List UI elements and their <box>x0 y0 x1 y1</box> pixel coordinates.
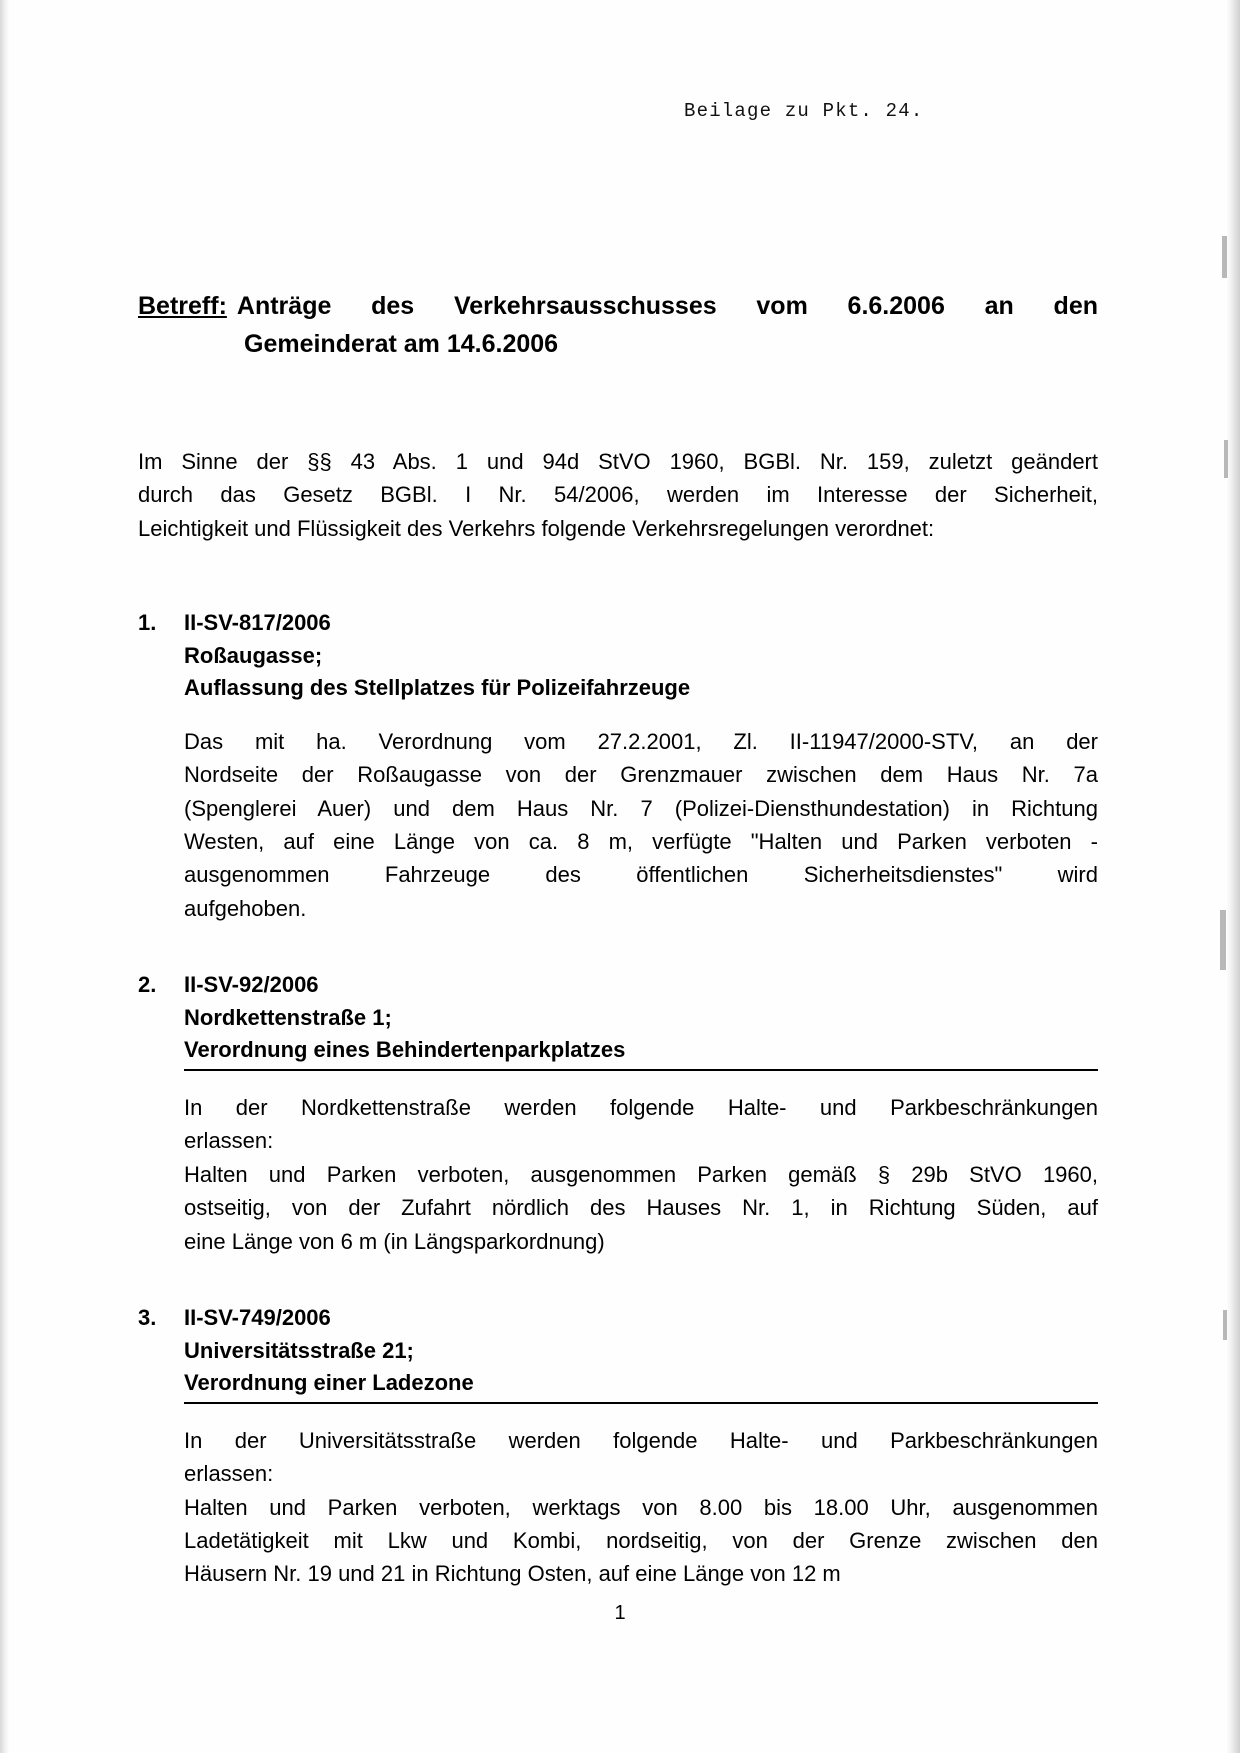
intro-paragraph <box>138 445 1098 545</box>
list-item <box>138 969 1098 1258</box>
item-action: Verordnung eines Behindertenparkplatzes <box>184 1034 1098 1071</box>
list-item <box>138 607 1098 925</box>
item-body-line: erlassen: <box>184 1461 274 1487</box>
item-body-line: Nordseite der Roßaugasse von der Grenzmauer zwischen dem Haus Nr. 7a <box>184 762 1098 788</box>
item-body-line: aufgehoben. <box>184 895 307 921</box>
item-body-line: erlassen: <box>184 1128 274 1154</box>
item-heading <box>138 1302 1098 1404</box>
item-body-line: Häusern Nr. 19 und 21 in Richtung Osten, auf eine Länge von 12 m <box>184 1561 841 1587</box>
item-heading <box>138 607 1098 705</box>
item-file-number: II-SV-817/2006 <box>184 610 331 635</box>
ordinance-list <box>138 607 1098 1635</box>
subject-text-line2: Gemeinderat am 14.6.2006 <box>244 330 559 359</box>
item-body-line: ostseitig, von der Zufahrt nördlich des Hauses Nr. 1, in Richtung Süden, auf <box>184 1195 1098 1221</box>
item-location: Universitätsstraße 21; <box>184 1337 414 1363</box>
item-body <box>184 1424 1098 1591</box>
scan-edge-right <box>1226 0 1240 1753</box>
item-title-group <box>184 1302 1098 1404</box>
subject-label: Betreff: <box>138 292 227 320</box>
item-body-line: Westen, auf eine Länge von ca. 8 m, verfügte "Halten und Parken verboten - <box>184 828 1098 854</box>
item-body-line: Das mit ha. Verordnung vom 27.2.2001, Zl. II-11947/2000-STV, an der <box>184 728 1098 754</box>
page-number: 1 <box>614 1602 626 1624</box>
list-item <box>138 1302 1098 1591</box>
item-body-line: In der Nordkettenstraße werden folgende Halte- und Parkbeschränkungen <box>184 1094 1098 1120</box>
scan-speck <box>1224 440 1228 478</box>
intro-line-1: Im Sinne der §§ 43 Abs. 1 und 94d StVO 1960, BGBl. Nr. 159, zuletzt geändert <box>138 449 1098 474</box>
item-body-line: (Spenglerei Auer) und dem Haus Nr. 7 (Polizei-Diensthundestation) in Richtung <box>184 795 1098 821</box>
scan-speck <box>1222 236 1227 278</box>
item-number: 1. <box>138 610 157 635</box>
item-location: Roßaugasse; <box>184 642 323 668</box>
item-number: 3. <box>138 1305 157 1331</box>
scan-edge-left <box>0 0 10 1753</box>
intro-line-3: Leichtigkeit und Flüssigkeit des Verkehrs folgende Verkehrsregelungen verordnet: <box>138 515 935 541</box>
item-heading <box>138 969 1098 1071</box>
scan-speck <box>1220 910 1226 970</box>
item-body <box>184 1091 1098 1258</box>
item-title-group <box>184 607 1098 705</box>
item-file-number: II-SV-749/2006 <box>184 1305 331 1331</box>
attachment-note: Beilage zu Pkt. 24. <box>684 100 924 122</box>
subject-text-line1: Anträge des Verkehrsausschusses vom 6.6.2006 an den <box>236 292 1098 320</box>
item-title-group <box>184 969 1098 1071</box>
item-body-line: Halten und Parken verboten, werktags von 8.00 bis 18.00 Uhr, ausgenommen <box>184 1494 1098 1520</box>
item-body-line: eine Länge von 6 m (in Längsparkordnung) <box>184 1228 605 1254</box>
subject-block <box>138 288 1098 363</box>
item-file-number: II-SV-92/2006 <box>184 972 319 998</box>
item-body <box>184 725 1098 926</box>
item-body-line: ausgenommen Fahrzeuge des öffentlichen Sicherheitsdienstes" wird <box>184 862 1098 888</box>
item-location: Nordkettenstraße 1; <box>184 1004 392 1030</box>
intro-line-2: durch das Gesetz BGBl. I Nr. 54/2006, werden im Interesse der Sicherheit, <box>138 482 1098 508</box>
item-number: 2. <box>138 972 157 998</box>
item-action: Auflassung des Stellplatzes für Polizeifahrzeuge <box>184 675 691 701</box>
subject-first-line <box>138 288 1098 324</box>
scan-speck <box>1223 1310 1227 1340</box>
item-body-line: In der Universitätsstraße werden folgende Halte- und Parkbeschränkungen <box>184 1427 1098 1453</box>
item-body-line: Ladetätigkeit mit Lkw und Kombi, nordseitig, von der Grenze zwischen den <box>184 1528 1098 1554</box>
item-body-line: Halten und Parken verboten, ausgenommen Parken gemäß § 29b StVO 1960, <box>184 1161 1098 1187</box>
item-action: Verordnung einer Ladezone <box>184 1367 1098 1404</box>
